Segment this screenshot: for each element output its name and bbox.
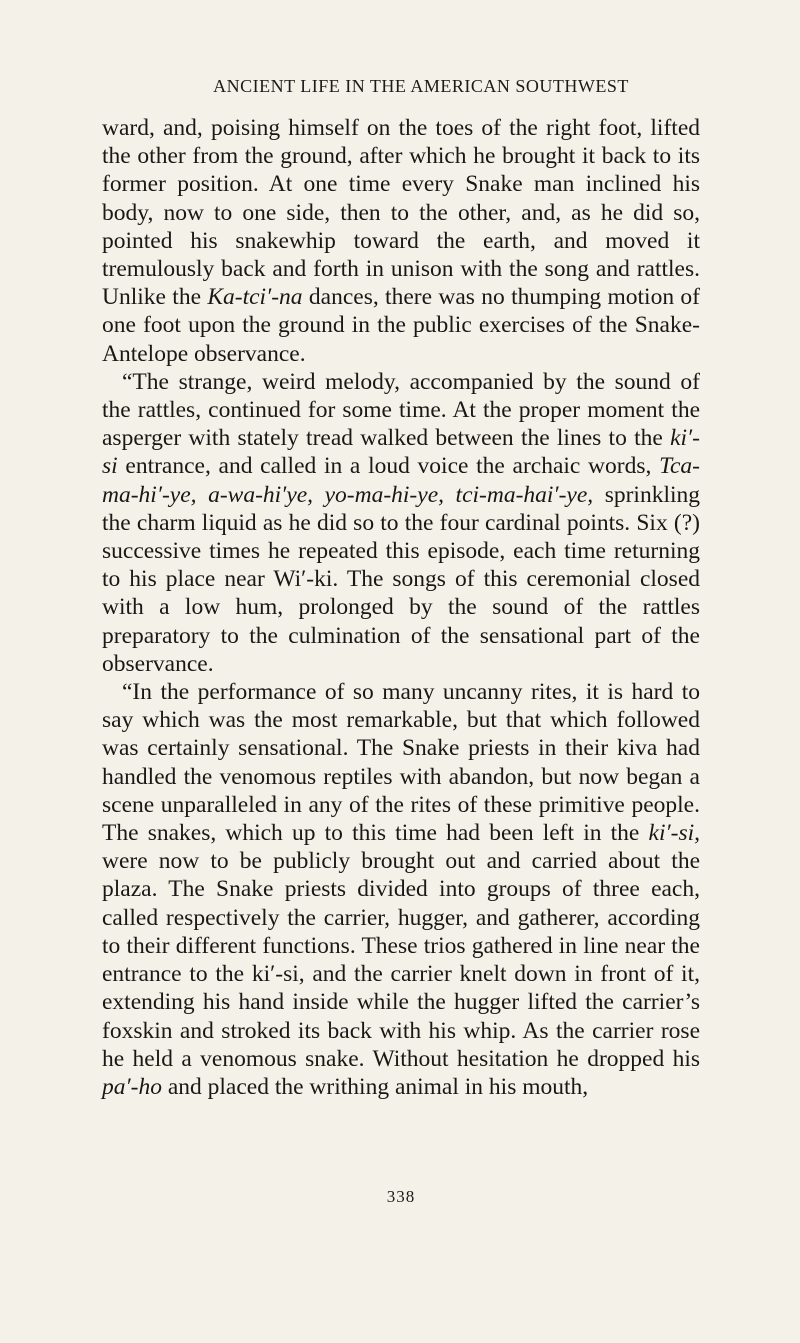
italic-term-ka-tci-na: Ka-tci′-na	[207, 284, 303, 311]
paragraph-1	[102, 114, 700, 368]
italic-archaic-words: Tca-ma-hi′-ye, a-wa-hi′ye, yo-ma-hi-ye, tci-ma-hai′-ye,	[102, 453, 700, 508]
paragraph-3-text-2: were now to be publicly brought out and carried about the plaza. The Snake priests divided into groups of three each, called respectively the carrier, hugger, and gatherer, according to their different functions. These trios gathered in line near the entrance to the ki′-si, and the carrier knelt down in front of it, extending his hand inside while the hugger lifted the carrier’s foxskin and stroked its back with his whip. As the carrier rose he held a venomous snake. Without hesitation he dropped his	[102, 848, 700, 1072]
italic-term-pa-ho: pa′-ho	[102, 1073, 162, 1100]
page-number: 338	[386, 1187, 416, 1206]
paragraph-2-text-3: sprinkling the charm liquid as he did so to the four cardinal points. Six (?) successive times he repeated this episode, each time returning to his place near Wi′-ki. The songs of this ceremonial closed with a low hum, prolonged by the sound of the rattles preparatory to the culmination of the sensational part of the observance.	[102, 481, 700, 677]
paragraph-3	[102, 678, 700, 1101]
running-head: ANCIENT LIFE IN THE AMERICAN SOUTHWEST	[213, 76, 629, 96]
italic-term-ki-si-2: ki′-si,	[648, 820, 700, 847]
body-text	[102, 114, 700, 1101]
paragraph-3-text-3: and placed the writhing animal in his mouth,	[161, 1073, 589, 1100]
italic-term-ki-si: ki′-si	[102, 425, 700, 480]
paragraph-2	[102, 368, 700, 678]
paragraph-3-text-1: “In the performance of so many uncanny rites, it is hard to say which was the most remarkable, but that which followed was certainly sensational. The Snake priests in their kiva had handled the venomous reptiles with abandon, but now began a scene unparalleled in any of the rites of these primitive people. The snakes, which up to this time had been left in the	[102, 679, 700, 847]
paragraph-1-text-1: ward, and, poising himself on the toes of the right foot, lifted the other from the ground, after which he brought it back to its former position. At one time every Snake man inclined his body, now to one side, then to the other, and, as he did so, pointed his snakewhip toward the earth, and moved it tremulously back and forth in unison with the song and rattles. Unlike the	[102, 115, 700, 311]
paragraph-2-text-2: entrance, and called in a loud voice the archaic words,	[117, 453, 660, 480]
paragraph-2-text-1: “The strange, weird melody, accompanied by the sound of the rattles, continued for some time. At the proper moment the asperger with stately tread walked between the lines to the	[102, 368, 700, 452]
paragraph-1-text-2: dances, there was no thumping motion of one foot upon the ground in the public exercises of the Snake-Antelope observance.	[102, 284, 700, 367]
